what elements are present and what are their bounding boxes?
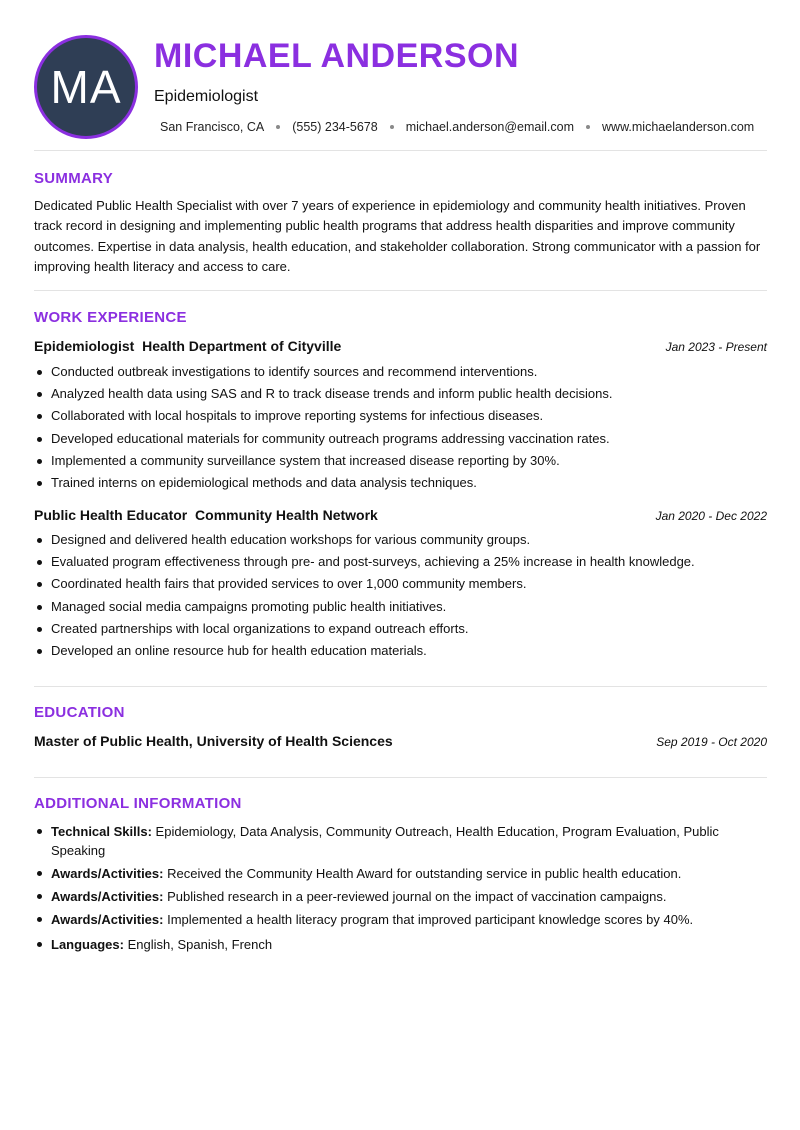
education-entry [34, 733, 767, 749]
list-item: Conducted outbreak investigations to identify sources and recommend interventions. [34, 363, 770, 381]
avatar [34, 35, 138, 139]
list-item [34, 822, 734, 860]
list-item: Coordinated health fairs that provided services to over 1,000 community members. [34, 575, 770, 593]
job-role: Public Health Educator Community Health Network [34, 507, 378, 523]
section-divider [34, 777, 767, 778]
separator-dot-icon [586, 125, 590, 129]
contact-email[interactable]: michael.anderson@email.com [405, 120, 575, 134]
contact-phone: (555) 234-5678 [292, 120, 378, 134]
info-text: Implemented a health literacy program that improved participant knowledge scores by 40%. [167, 912, 694, 927]
info-label: Awards/Activities: [51, 866, 164, 881]
info-label: Languages: [51, 937, 124, 952]
list-item: Designed and delivered health education workshops for various community groups. [34, 531, 770, 549]
avatar-initials: MA [50, 61, 122, 113]
list-item [34, 887, 734, 906]
info-text: Epidemiology, Data Analysis, Community Outreach, Health Education, Program Evaluation, Public Speaking [51, 824, 719, 858]
education-heading: EDUCATION [34, 704, 125, 721]
list-item: Managed social media campaigns promoting public health initiatives. [34, 598, 770, 616]
section-divider [34, 686, 767, 687]
job-bullets [34, 363, 770, 496]
list-item: Implemented a community surveillance system that increased disease reporting by 30%. [34, 452, 770, 470]
job-role: Epidemiologist Health Department of Cityville [34, 338, 342, 354]
list-item [34, 910, 734, 929]
job-entry-header [34, 507, 767, 523]
info-text: Received the Community Health Award for outstanding service in public health education. [167, 866, 682, 881]
contact-website[interactable]: www.michaelanderson.com [602, 120, 755, 134]
info-label: Awards/Activities: [51, 912, 164, 927]
list-item [34, 935, 734, 954]
info-text: Published research in a peer-reviewed journal on the impact of vaccination campaigns. [167, 889, 667, 904]
experience-heading: WORK EXPERIENCE [34, 309, 187, 326]
separator-dot-icon [276, 125, 280, 129]
section-divider [34, 290, 767, 291]
degree: Master of Public Health, University of Health Sciences [34, 733, 393, 749]
list-item: Collaborated with local hospitals to improve reporting systems for infectious diseases. [34, 407, 770, 425]
summary-text: Dedicated Public Health Specialist with over 7 years of experience in epidemiology and community health initiatives. Proven track record in designing and implementing public health programs that address health disparities and improve community outcomes. Expertise in data analysis, health education, and stakeholder collaboration. Strong communicator with a passion for improving health literacy and access to care. [34, 198, 761, 274]
job-bullets [34, 531, 770, 664]
additional-heading: ADDITIONAL INFORMATION [34, 795, 242, 812]
contact-location: San Francisco, CA [160, 120, 265, 134]
resume-header [0, 0, 800, 150]
candidate-name: MICHAEL ANDERSON [154, 37, 520, 75]
list-item: Trained interns on epidemiological methods and data analysis techniques. [34, 474, 770, 492]
job-dates: Jan 2023 - Present [665, 340, 767, 354]
list-item: Created partnerships with local organizations to expand outreach efforts. [34, 620, 770, 638]
additional-list [34, 822, 734, 958]
separator-dot-icon [390, 125, 394, 129]
info-label: Awards/Activities: [51, 889, 164, 904]
section-divider [34, 150, 767, 151]
contact-info [160, 120, 754, 134]
info-label: Technical Skills: [51, 824, 152, 839]
list-item [34, 864, 734, 883]
job-dates: Jan 2020 - Dec 2022 [655, 509, 767, 523]
list-item: Analyzed health data using SAS and R to track disease trends and inform public health decisions. [34, 385, 770, 403]
info-text: English, Spanish, French [127, 937, 273, 952]
list-item: Evaluated program effectiveness through pre- and post-surveys, achieving a 25% increase in health knowledge. [34, 553, 770, 571]
list-item: Developed an online resource hub for health education materials. [34, 642, 770, 660]
list-item: Developed educational materials for community outreach programs addressing vaccination rates. [34, 430, 770, 448]
job-entry-header [34, 338, 767, 354]
summary-heading: SUMMARY [34, 170, 114, 187]
education-dates: Sep 2019 - Oct 2020 [656, 735, 767, 749]
job-title: Epidemiologist [154, 88, 259, 105]
